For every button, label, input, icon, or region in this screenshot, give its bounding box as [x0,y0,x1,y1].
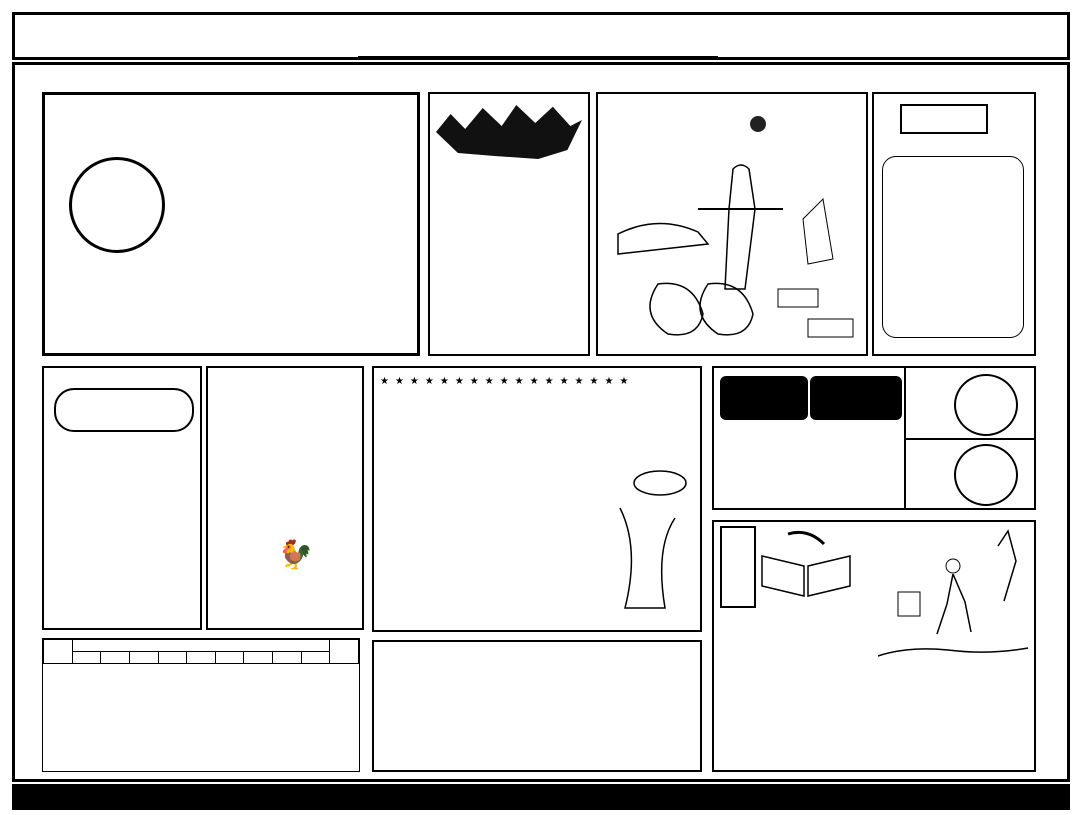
star-row: ★★★★★★★★★★★★★★★★★ [380,376,635,387]
teme-box [42,366,202,630]
zongfen-box [712,366,1036,510]
history-table-box [42,638,360,772]
tema-label-box [810,376,902,420]
header-bar [12,12,1070,60]
mengliao-box [206,366,364,630]
puzzle-picture-box [596,92,868,356]
zongfen-label-box [720,376,808,420]
scholar-on-rock-illustration [858,526,1034,676]
divider [904,438,1034,440]
ox-and-rocks-illustration [610,448,700,618]
xunma-box [872,92,1036,356]
xunma-title [900,104,988,134]
jiehua-box [712,520,1036,772]
mark-six-right-column [1038,92,1066,772]
zongfen-ball-2 [954,444,1018,506]
scroll-icon [882,156,1024,338]
verse-block [420,442,448,612]
rooster-icon: 🐓 [278,538,313,571]
zongfen-ball-1 [954,374,1018,436]
deity-with-geese-illustration [598,94,866,354]
masthead-box [42,92,420,356]
burst-icon [436,102,582,162]
center-lingma-box [372,366,702,632]
baxian-box [372,640,702,772]
open-book-illustration [758,526,854,600]
jiehua-title [720,526,756,608]
teme-title [54,388,194,432]
history-table [43,639,359,664]
lingma-box [428,92,590,356]
title-underline [358,56,718,59]
seal-icon [69,157,165,253]
footer-notice [12,784,1070,810]
